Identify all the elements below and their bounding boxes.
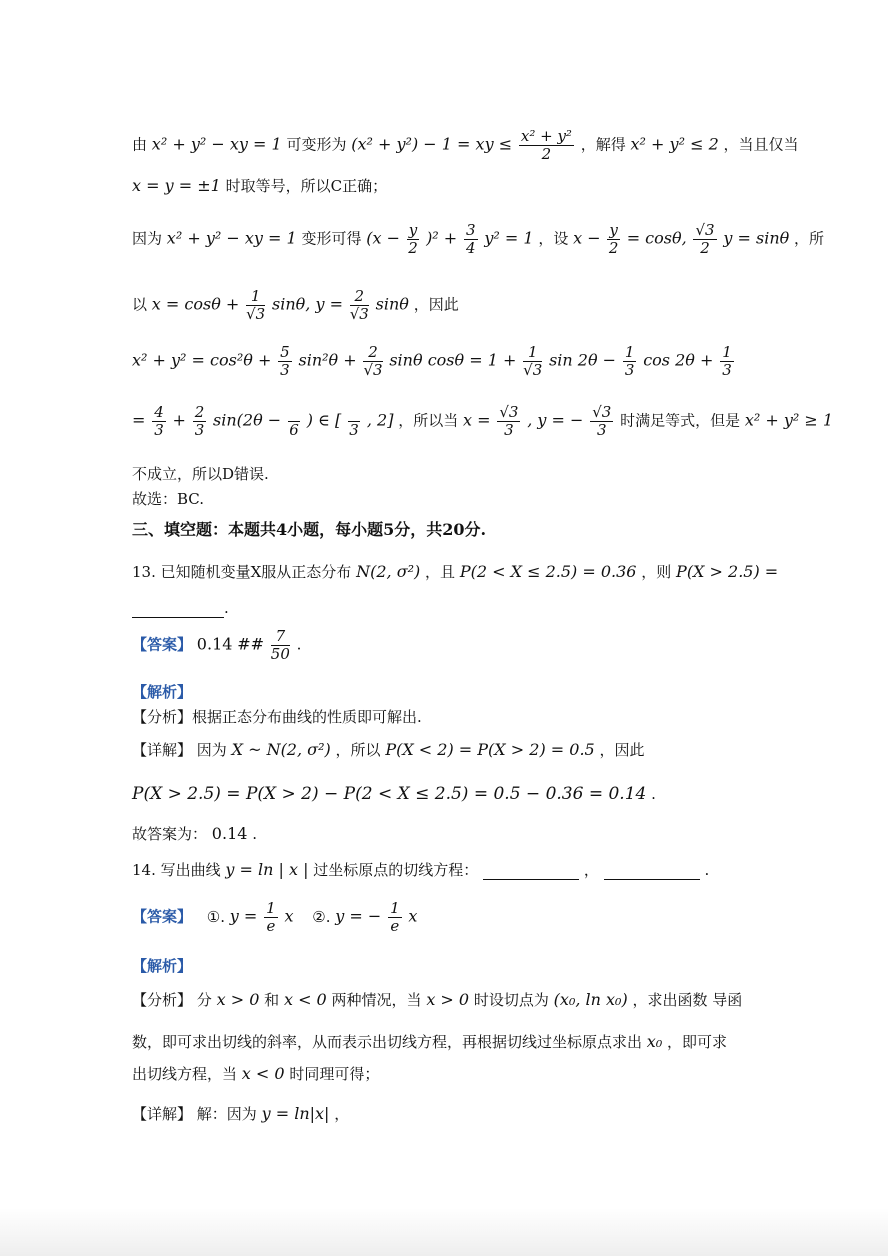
denominator: √3 <box>246 305 266 323</box>
fraction <box>523 344 542 379</box>
text-span: 因为 <box>196 741 227 759</box>
denominator: 3 <box>624 361 635 379</box>
solution-line-6 <box>132 403 834 452</box>
numerator: 1 <box>722 343 732 361</box>
math-expr: (x² + y²) − 1 = xy ≤ <box>351 134 513 154</box>
fenxi-14 <box>132 990 753 1016</box>
numerator: 1 <box>624 343 635 361</box>
fraction <box>388 900 402 935</box>
numerator <box>348 404 360 422</box>
answer-label: 【答案】 <box>132 635 193 654</box>
xiangjie-13 <box>132 740 753 768</box>
numerator: 2 <box>363 344 382 362</box>
section-header: 三、填空题：本题共4小题，每小题5分，共20分. <box>132 520 487 539</box>
denominator: 50 <box>270 645 290 663</box>
math-expr: x₀ <box>646 1032 663 1051</box>
numerator: x² + y² <box>520 127 572 145</box>
text-span: 分 <box>196 991 212 1009</box>
answer-label: 【答案】 <box>132 907 193 926</box>
math-expr: P(X < 2) = P(X > 2) = 0.5 <box>385 740 595 759</box>
math-expr: sinθ cosθ = 1 + <box>389 350 517 370</box>
math-expr: sinθ <box>375 294 409 314</box>
math-expr: x² + y² − xy = 1 <box>151 134 282 154</box>
xiangjie-14 <box>132 1104 753 1124</box>
solution-line-2 <box>132 176 753 196</box>
math-expr: x = y = ±1 <box>132 176 221 195</box>
numerator: 2 <box>350 288 369 306</box>
question-13 <box>132 562 779 592</box>
text-span: ，所 <box>794 229 825 248</box>
math-expr: , y = − <box>527 410 584 430</box>
math-expr: sin(2θ − <box>213 410 282 430</box>
solution-line-7 <box>132 464 753 484</box>
numerator: 5 <box>280 343 290 361</box>
text-span: 时设切点为 <box>473 991 549 1009</box>
answer-blank <box>132 603 224 618</box>
text-span: . <box>296 635 302 654</box>
math-expr: y = <box>229 906 258 926</box>
math-expr: )² + <box>426 228 458 248</box>
denominator: 6 <box>289 421 299 439</box>
text-span: ，解得 <box>580 135 626 154</box>
question-13-blank-line <box>132 598 753 618</box>
denominator: 4 <box>466 239 476 257</box>
denominator: 2 <box>541 145 552 163</box>
text-span: 两种情况，当 <box>331 991 422 1009</box>
numerator: √3 <box>592 403 612 421</box>
math-expr: x² + y² − xy = 1 <box>166 228 297 248</box>
fraction <box>590 404 613 439</box>
fraction <box>363 344 382 379</box>
denominator: √3 <box>349 305 369 323</box>
denominator: 3 <box>596 421 607 439</box>
denominator: 3 <box>194 421 205 439</box>
math-expr: sin²θ + <box>298 350 357 370</box>
math-expr: = cosθ, <box>626 228 687 248</box>
fenxi-14-line-3 <box>132 1064 753 1084</box>
fraction <box>519 128 574 163</box>
text-span: 14. 写出曲线 <box>132 861 221 879</box>
numerator: 3 <box>466 221 476 239</box>
fraction <box>623 344 637 379</box>
math-expr: x <box>408 906 418 926</box>
text-span: 13. 已知随机变量X服从正态分布 <box>132 563 352 581</box>
text-span: ，因此 <box>413 295 459 314</box>
math-expr: P(X > 2.5) = P(X > 2) − P(2 < X ≤ 2.5) = 0.5 − 0.36 = 0.14 <box>132 784 647 804</box>
numerator: 1 <box>390 899 400 917</box>
fraction <box>607 222 619 257</box>
analysis-label-14: 【解析】 <box>132 957 193 975</box>
denominator: √3 <box>363 361 383 379</box>
fraction <box>497 404 520 439</box>
text-span: 因为 <box>132 229 163 248</box>
text-span: ，即可求 <box>667 1033 728 1051</box>
answer-blank-1 <box>483 865 579 880</box>
math-expr: x² + y² ≥ 1 <box>744 410 834 430</box>
fraction <box>271 628 290 663</box>
circled-number: ①. <box>206 907 226 926</box>
text-span: ，设 <box>538 229 569 248</box>
text-span: 和 <box>264 991 280 1009</box>
math-expr: + <box>172 410 186 430</box>
numerator: 7 <box>271 628 290 646</box>
numerator: 1 <box>523 344 542 362</box>
denominator: 3 <box>349 421 359 439</box>
text-span: 变形可得 <box>301 229 362 248</box>
numerator: 1 <box>246 288 265 306</box>
math-expr: , 2] <box>366 410 394 430</box>
math-expr: 0.14 <box>211 824 248 843</box>
fenxi-14-line-2 <box>132 1032 753 1052</box>
fenxi-13 <box>132 707 753 727</box>
denominator: e <box>266 917 276 935</box>
xiangjie-13-line-2 <box>132 784 753 810</box>
text-span: ，求出函数 导函 <box>632 991 743 1009</box>
analysis-label-13: 【解析】 <box>132 683 193 701</box>
fraction <box>350 288 369 323</box>
text-span: 以 <box>132 295 148 314</box>
text-span: ， <box>583 861 599 879</box>
math-expr: x = cosθ + <box>151 294 240 314</box>
math-expr: y² = 1 <box>484 228 534 248</box>
math-expr: N(2, σ²) <box>356 562 421 581</box>
math-expr: y = sinθ <box>723 228 790 248</box>
answer-14 <box>132 900 753 944</box>
fraction <box>720 344 734 379</box>
denominator: 3 <box>280 361 290 379</box>
numerator: √3 <box>695 221 715 239</box>
solution-line-5 <box>132 344 753 388</box>
denominator: e <box>390 917 400 935</box>
math-expr: x <box>284 906 294 926</box>
text-span: ，所以 <box>335 741 381 759</box>
text-span: . <box>704 861 710 879</box>
text-span: 过坐标原点的切线方程： <box>313 861 479 879</box>
text-span: 时满足等式，但是 <box>620 411 741 430</box>
text-span: . <box>252 825 257 843</box>
separator: ## <box>237 634 265 654</box>
fraction <box>348 404 360 439</box>
math-expr: X ~ N(2, σ²) <box>231 740 331 759</box>
math-expr: (x − <box>366 228 401 248</box>
text-span: ，所以当 <box>398 411 459 430</box>
math-expr: sin 2θ − <box>549 350 617 370</box>
math-expr: = <box>132 410 146 430</box>
numerator: 1 <box>266 899 276 917</box>
solution-line-3 <box>132 221 825 266</box>
math-expr: x > 0 <box>426 990 470 1009</box>
text-span: 根据正态分布曲线的性质即可解出. <box>192 708 422 726</box>
text-span: 时同理可得； <box>289 1065 380 1083</box>
numerator: 2 <box>194 403 205 421</box>
fraction <box>193 404 207 439</box>
fraction <box>278 344 292 379</box>
denominator: 3 <box>504 421 514 439</box>
section-label: 【分析】 <box>132 708 193 726</box>
math-expr: x² + y² = cos²θ + <box>132 350 272 370</box>
text-span: ，因此 <box>599 741 645 759</box>
numerator: 4 <box>154 403 164 421</box>
text-span: 可变形为 <box>286 135 347 154</box>
math-expr: x < 0 <box>283 990 327 1009</box>
text-span: . <box>224 599 229 617</box>
text-span: 出切线方程，当 <box>132 1065 238 1083</box>
numerator: y <box>408 221 418 239</box>
text-span: 时取等号，所以C正确； <box>225 177 388 195</box>
numerator: √3 <box>499 403 519 421</box>
text-span: 数，即可求出切线的斜率，从而表示出切线方程，再根据切线过坐标原点求出 <box>132 1033 643 1051</box>
fraction <box>152 404 166 439</box>
text-span: 不成立，所以D错误. <box>132 465 269 483</box>
math-expr: ) ∈ [ <box>306 410 342 430</box>
text-span: 解：因为 <box>196 1105 257 1123</box>
text-span: ，则 <box>641 563 672 581</box>
math-expr: x = <box>463 410 491 430</box>
denominator: 2 <box>608 239 619 257</box>
fraction <box>693 222 716 257</box>
math-expr: y = − <box>335 906 382 926</box>
math-expr: x² + y² ≤ 2 <box>630 134 719 154</box>
solution-line-1 <box>132 127 799 168</box>
math-expr: cos 2θ + <box>643 350 714 370</box>
answer-blank-2 <box>604 865 700 880</box>
answer-13 <box>132 628 753 672</box>
text-span: ，当且仅当 <box>723 135 799 154</box>
fraction <box>246 288 265 323</box>
denominator: 2 <box>700 239 710 257</box>
math-expr: sinθ, y = <box>272 294 343 314</box>
text-span: 故选：BC. <box>132 490 205 508</box>
text-span: ， <box>334 1105 350 1123</box>
fraction <box>288 404 300 439</box>
solution-line-8 <box>132 489 753 509</box>
solution-line-4 <box>132 288 753 332</box>
section-label: 【分析】 <box>132 991 193 1009</box>
math-expr: 0.14 <box>196 634 233 654</box>
math-expr: y = ln|x| <box>261 1104 330 1123</box>
math-expr: x < 0 <box>241 1064 285 1083</box>
page-bottom-shade <box>0 1208 888 1256</box>
numerator <box>288 404 300 422</box>
circled-number: ②. <box>312 907 331 926</box>
fraction <box>264 900 278 935</box>
math-expr: (x₀, ln x₀) <box>553 990 628 1009</box>
denominator: 3 <box>154 421 164 439</box>
denominator: 2 <box>408 239 418 257</box>
denominator: 3 <box>722 361 732 379</box>
question-14 <box>132 860 753 880</box>
math-expr: P(X > 2.5) = <box>676 562 779 581</box>
numerator: y <box>609 221 618 239</box>
final-answer-13 <box>132 824 753 844</box>
text-span: 由 <box>132 135 148 154</box>
text-span: 故答案为： <box>132 825 208 843</box>
math-expr: P(2 < X ≤ 2.5) = 0.36 <box>459 562 637 581</box>
section-label: 【详解】 <box>132 1105 193 1123</box>
section-label: 【详解】 <box>132 741 193 759</box>
math-expr: x − <box>573 228 601 248</box>
denominator: √3 <box>523 361 543 379</box>
text-span: . <box>651 785 656 803</box>
fraction <box>407 222 419 257</box>
math-expr: x > 0 <box>216 990 260 1009</box>
math-expr: y = ln | x | <box>225 860 309 879</box>
fraction <box>464 222 478 257</box>
text-span: ，且 <box>425 563 456 581</box>
